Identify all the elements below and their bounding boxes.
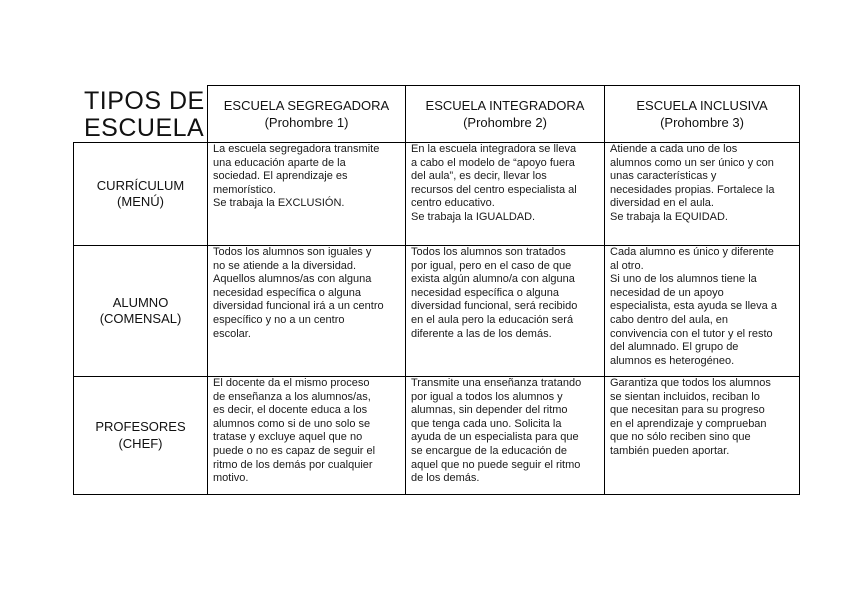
cell-text-line: diversidad funcional, será recibido	[411, 300, 578, 313]
column-header-name: ESCUELA INTEGRADORA	[425, 98, 585, 113]
cell-text-line: necesidad específica o alguna	[213, 286, 361, 299]
cell-text-line: sociedad. El aprendizaje es	[213, 170, 348, 183]
row-label-main: CURRÍCULUM	[96, 177, 185, 193]
cell-text-line: alumnos como si de uno solo se	[213, 417, 371, 430]
cell-text-line: memorístico.	[213, 183, 276, 196]
cell-text-line: diversidad en el aula.	[610, 197, 714, 210]
cell-text-line: Aquellos alumnos/as con alguna	[213, 273, 372, 286]
cell-alumno-integradora	[411, 246, 604, 376]
cell-text-line: del alumnado. El grupo de	[610, 341, 739, 354]
cell-alumno-inclusiva	[610, 246, 799, 376]
cell-text-line: escolar.	[213, 327, 251, 340]
cell-text-line: convivencia con el tutor y el resto	[610, 327, 773, 340]
cell-text-line: unas características y	[610, 170, 717, 183]
cell-text-line: específico y no a un centro	[213, 313, 345, 326]
cell-text-line: cabo dentro del aula, en	[610, 313, 729, 326]
cell-text-line: alumnos como un ser único y con	[610, 156, 774, 169]
cell-text-line: también pueden aportar.	[610, 444, 730, 457]
cell-text-line: alumnos es heterogéneo.	[610, 354, 735, 367]
column-header-name: ESCUELA INCLUSIVA	[636, 98, 768, 113]
row-label-sub: (COMENSAL)	[99, 311, 182, 326]
cell-text-line: puede o no es capaz de seguir el	[213, 444, 376, 457]
cell-text-line: una educación aparte de la	[213, 156, 346, 169]
cell-text-line: Todos los alumnos son tratados	[411, 246, 566, 258]
column-header-sub: (Prohombre 2)	[463, 114, 547, 130]
cell-text-line: ritmo de los demás por cualquier	[213, 458, 373, 471]
cell-text-line: de los demás.	[411, 472, 480, 485]
row-label-sub: (MENÚ)	[117, 194, 164, 209]
column-header-integradora	[406, 98, 604, 131]
cell-text-line: motivo.	[213, 472, 249, 485]
school-types-table	[73, 85, 800, 495]
cell-text-line: Se trabaja la IGUALDAD.	[411, 210, 536, 223]
title-line-2: ESCUELA	[84, 114, 205, 142]
cell-text-line: Se trabaja la EQUIDAD.	[610, 210, 728, 223]
table-border-bottom	[73, 494, 800, 495]
row-label-alumno	[74, 246, 207, 376]
column-header-name: ESCUELA SEGREGADORA	[223, 98, 390, 113]
cell-text-line: tratase y excluye aquel que no	[213, 431, 363, 444]
cell-text-line: es decir, el docente educa a los	[213, 404, 368, 417]
cell-text-line: La escuela segregadora transmite	[213, 143, 380, 155]
cell-text-line: necesidad específica o alguna	[411, 286, 559, 299]
cell-alumno-segregadora	[213, 246, 405, 376]
cell-profesores-segregadora	[213, 377, 405, 494]
table-divider-col1	[207, 85, 208, 495]
cell-profesores-inclusiva	[610, 377, 799, 494]
cell-text-line: que tenga cada uno. Solicita la	[411, 417, 562, 430]
cell-text-line: Transmite una enseñanza tratando	[411, 377, 582, 389]
cell-text-line: Cada alumno es único y diferente	[610, 246, 774, 258]
cell-text-line: En la escuela integradora se lleva	[411, 143, 577, 155]
column-header-inclusiva	[605, 98, 799, 131]
cell-text-line: aquel que no puede seguir el ritmo	[411, 458, 581, 471]
cell-text-line: diferente a las de los demás.	[411, 327, 552, 340]
cell-text-line: no se atiende a la diversidad.	[213, 259, 357, 272]
cell-text-line: especialista, esta ayuda se lleva a	[610, 300, 777, 313]
cell-text-line: El docente da el mismo proceso	[213, 377, 370, 389]
cell-text-line: por igual, pero en el caso de que	[411, 259, 572, 272]
table-divider-col2	[405, 85, 406, 495]
cell-text-line: necesidad de un apoyo	[610, 286, 724, 299]
table-border-top	[207, 85, 800, 86]
cell-text-line: Si uno de los alumnos tiene la	[610, 273, 757, 286]
cell-text-line: ayuda de un especialista para que	[411, 431, 579, 444]
cell-curriculum-integradora	[411, 143, 604, 245]
row-label-main: PROFESORES	[95, 419, 186, 434]
row-label-curriculum	[74, 143, 207, 245]
row-label-main: ALUMNO	[112, 294, 169, 310]
column-header-sub: (Prohombre 3)	[660, 114, 744, 130]
cell-text-line: que necesitan para su progreso	[610, 404, 765, 417]
cell-text-line: diversidad funcional irá a un centro	[213, 300, 384, 313]
column-header-sub: (Prohombre 1)	[264, 114, 349, 130]
cell-text-line: necesidades propias. Fortalece la	[610, 183, 775, 196]
row-label-sub: (CHEF)	[118, 435, 163, 451]
cell-text-line: del aula”, es decir, llevar los	[411, 170, 547, 183]
cell-text-line: a cabo el modelo de “apoyo fuera	[411, 156, 575, 169]
cell-text-line: Atiende a cada uno de los	[610, 143, 738, 155]
cell-text-line: al otro.	[610, 259, 644, 272]
cell-text-line: Garantiza que todos los alumnos	[610, 377, 771, 389]
cell-text-line: alumnas, sin depender del ritmo	[411, 404, 568, 417]
column-header-segregadora	[208, 98, 405, 131]
cell-text-line: Se trabaja la EXCLUSIÓN.	[213, 197, 345, 210]
table-divider-col3	[604, 85, 605, 495]
cell-text-line: de enseñanza a los alumnos/as,	[213, 390, 371, 403]
cell-text-line: por igual a todos los alumnos y	[411, 390, 563, 403]
cell-text-line: Todos los alumnos son iguales y	[213, 246, 372, 258]
cell-text-line: en el aula pero la educación será	[411, 313, 574, 326]
title-line-1: TIPOS DE	[84, 87, 205, 115]
cell-text-line: centro educativo.	[411, 197, 495, 210]
cell-text-line: que no sólo reciben sino que	[610, 431, 751, 444]
cell-profesores-integradora	[411, 377, 604, 494]
cell-text-line: se sientan incluidos, reciban lo	[610, 390, 760, 403]
cell-curriculum-inclusiva	[610, 143, 799, 245]
cell-text-line: se encargue de la educación de	[411, 444, 567, 457]
cell-text-line: exista algún alumno/a con alguna	[411, 273, 575, 286]
row-label-profesores	[74, 377, 207, 494]
table-border-right	[799, 85, 800, 495]
cell-curriculum-segregadora	[213, 143, 405, 245]
cell-text-line: recursos del centro especialista al	[411, 183, 577, 196]
cell-text-line: en el aprendizaje y comprueban	[610, 417, 767, 430]
